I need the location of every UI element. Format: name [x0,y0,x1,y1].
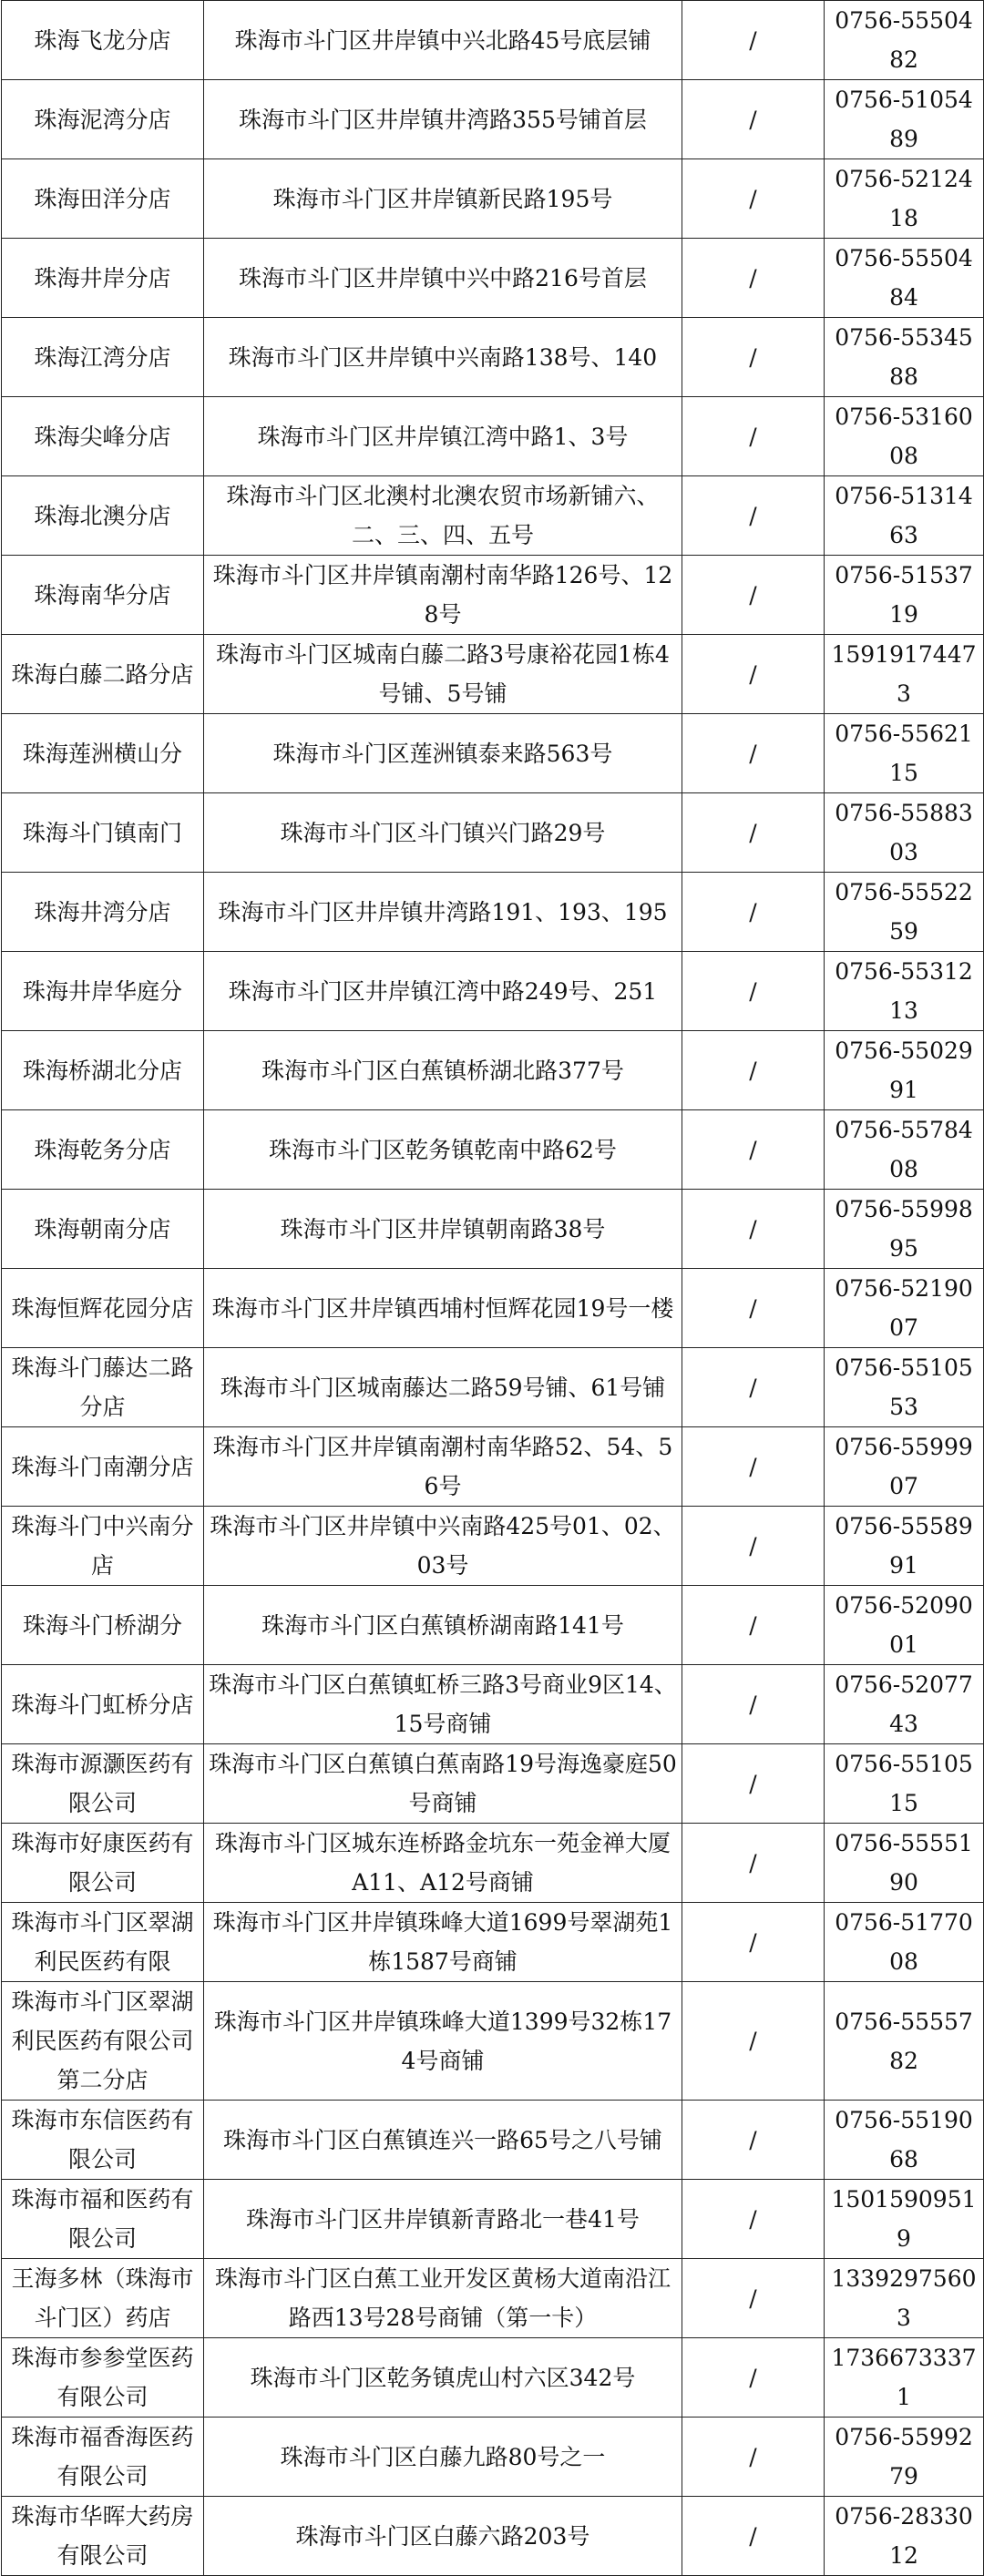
separator-cell: / [682,239,825,318]
store-name-cell: 珠海朝南分店 [2,1190,204,1269]
store-phone-cell: 0756-5558991 [825,1507,984,1586]
store-phone-cell: 0756-5562115 [825,714,984,793]
store-address-cell: 珠海市斗门区莲洲镇泰来路563号 [204,714,682,793]
store-phone-cell: 0756-5599907 [825,1427,984,1507]
separator-cell: / [682,2338,825,2418]
store-address-cell: 珠海市斗门区城南白藤二路3号康裕花园1栋4号铺、5号铺 [204,635,682,714]
store-address-cell: 珠海市斗门区井岸镇中兴南路138号、140 [204,318,682,397]
separator-cell: / [682,952,825,1031]
store-address-cell: 珠海市斗门区白藤九路80号之一 [204,2418,682,2497]
store-name-cell: 珠海斗门中兴南分店 [2,1507,204,1586]
store-address-cell: 珠海市斗门区井岸镇南潮村南华路52、54、56号 [204,1427,682,1507]
table-row [2,1665,984,1744]
separator-cell: / [682,1269,825,1348]
store-address-cell: 珠海市斗门区斗门镇兴门路29号 [204,793,682,873]
store-address-cell: 珠海市斗门区北澳村北澳农贸市场新铺六、二、三、四、五号 [204,476,682,556]
store-name-cell: 珠海市好康医药有限公司 [2,1824,204,1903]
separator-cell: / [682,793,825,873]
store-phone-cell: 15919174473 [825,635,984,714]
store-name-cell: 珠海井岸分店 [2,239,204,318]
store-name-cell: 珠海南华分店 [2,556,204,635]
store-address-cell: 珠海市斗门区白蕉镇桥湖北路377号 [204,1031,682,1110]
table-row [2,1744,984,1824]
store-address-cell: 珠海市斗门区井岸镇井湾路191、193、195 [204,873,682,952]
store-table [1,0,984,2576]
store-name-cell: 珠海井湾分店 [2,873,204,952]
table-row [2,1824,984,1903]
store-phone-cell: 0756-5599895 [825,1190,984,1269]
store-phone-cell: 0756-5207743 [825,1665,984,1744]
store-address-cell: 珠海市斗门区白蕉镇虹桥三路3号商业9区14、15号商铺 [204,1665,682,1744]
table-row [2,635,984,714]
separator-cell: / [682,2101,825,2180]
separator-cell: / [682,873,825,952]
store-name-cell: 珠海飞龙分店 [2,1,204,80]
store-name-cell: 珠海市参参堂医药有限公司 [2,2338,204,2418]
table-row [2,1982,984,2101]
store-phone-cell: 13392975603 [825,2259,984,2338]
store-phone-cell: 0756-5555782 [825,1982,984,2101]
store-phone-cell: 0756-2833012 [825,2497,984,2576]
separator-cell: / [682,1982,825,2101]
table-row [2,1586,984,1665]
store-name-cell: 珠海市福香海医药有限公司 [2,2418,204,2497]
table-row [2,2418,984,2497]
store-name-cell: 珠海井岸华庭分 [2,952,204,1031]
store-name-cell: 珠海市东信医药有限公司 [2,2101,204,2180]
store-name-cell: 珠海市斗门区翠湖利民医药有限 [2,1903,204,1982]
store-name-cell: 珠海尖峰分店 [2,397,204,476]
store-name-cell: 珠海市源灏医药有限公司 [2,1744,204,1824]
separator-cell: / [682,1110,825,1190]
store-phone-cell: 0756-5552259 [825,873,984,952]
separator-cell: / [682,1031,825,1110]
store-phone-cell: 0756-5534588 [825,318,984,397]
store-phone-cell: 0756-5153719 [825,556,984,635]
separator-cell: / [682,1586,825,1665]
separator-cell: / [682,2418,825,2497]
store-phone-cell: 0756-5105489 [825,80,984,159]
separator-cell: / [682,1824,825,1903]
store-phone-cell: 0756-5209001 [825,1586,984,1665]
store-name-cell: 珠海市斗门区翠湖利民医药有限公司第二分店 [2,1982,204,2101]
table-row [2,793,984,873]
store-name-cell: 珠海泥湾分店 [2,80,204,159]
table-row [2,1427,984,1507]
store-phone-cell: 0756-5519068 [825,2101,984,2180]
store-name-cell: 珠海田洋分店 [2,159,204,239]
store-phone-cell: 0756-5131463 [825,476,984,556]
table-row [2,239,984,318]
table-row [2,1190,984,1269]
table-row [2,2338,984,2418]
store-address-cell: 珠海市斗门区井岸镇井湾路355号铺首层 [204,80,682,159]
separator-cell: / [682,1507,825,1586]
separator-cell: / [682,1348,825,1427]
store-phone-cell: 0756-5316008 [825,397,984,476]
separator-cell: / [682,159,825,239]
store-phone-cell: 0756-5578408 [825,1110,984,1190]
store-name-cell: 珠海乾务分店 [2,1110,204,1190]
store-phone-cell: 0756-5502991 [825,1031,984,1110]
table-row [2,2259,984,2338]
table-row [2,1903,984,1982]
separator-cell: / [682,1665,825,1744]
table-row [2,1507,984,1586]
store-table-body [2,1,984,2576]
separator-cell: / [682,714,825,793]
store-name-cell: 珠海桥湖北分店 [2,1031,204,1110]
table-row [2,556,984,635]
table-row [2,318,984,397]
store-address-cell: 珠海市斗门区城东连桥路金坑东一苑金禅大厦A11、A12号商铺 [204,1824,682,1903]
table-row [2,476,984,556]
separator-cell: / [682,635,825,714]
table-row [2,1110,984,1190]
table-row [2,952,984,1031]
table-row [2,159,984,239]
separator-cell: / [682,2180,825,2259]
table-row [2,873,984,952]
store-name-cell: 珠海北澳分店 [2,476,204,556]
store-address-cell: 珠海市斗门区城南藤达二路59号铺、61号铺 [204,1348,682,1427]
store-name-cell: 珠海市福和医药有限公司 [2,2180,204,2259]
store-address-cell: 珠海市斗门区乾务镇虎山村六区342号 [204,2338,682,2418]
separator-cell: / [682,1744,825,1824]
separator-cell: / [682,2497,825,2576]
store-address-cell: 珠海市斗门区井岸镇朝南路38号 [204,1190,682,1269]
separator-cell: / [682,556,825,635]
store-address-cell: 珠海市斗门区白蕉镇白蕉南路19号海逸豪庭50号商铺 [204,1744,682,1824]
store-phone-cell: 0756-5219007 [825,1269,984,1348]
store-name-cell: 珠海莲洲横山分 [2,714,204,793]
store-name-cell: 珠海白藤二路分店 [2,635,204,714]
store-address-cell: 珠海市斗门区井岸镇珠峰大道1699号翠湖苑1栋1587号商铺 [204,1903,682,1982]
store-name-cell: 珠海斗门藤达二路分店 [2,1348,204,1427]
separator-cell: / [682,1,825,80]
store-phone-cell: 15015909519 [825,2180,984,2259]
store-address-cell: 珠海市斗门区白藤六路203号 [204,2497,682,2576]
store-name-cell: 珠海斗门镇南门 [2,793,204,873]
store-address-cell: 珠海市斗门区井岸镇新民路195号 [204,159,682,239]
store-address-cell: 珠海市斗门区白蕉镇桥湖南路141号 [204,1586,682,1665]
separator-cell: / [682,397,825,476]
store-name-cell: 珠海恒辉花园分店 [2,1269,204,1348]
table-row [2,2180,984,2259]
store-name-cell: 珠海斗门南潮分店 [2,1427,204,1507]
store-phone-cell: 0756-5550484 [825,239,984,318]
table-row [2,2101,984,2180]
store-address-cell: 珠海市斗门区井岸镇新青路北一巷41号 [204,2180,682,2259]
store-address-cell: 珠海市斗门区井岸镇中兴北路45号底层铺 [204,1,682,80]
store-phone-cell: 17366733371 [825,2338,984,2418]
separator-cell: / [682,318,825,397]
store-address-cell: 珠海市斗门区井岸镇江湾中路1、3号 [204,397,682,476]
store-phone-cell: 0756-5555190 [825,1824,984,1903]
store-phone-cell: 0756-5588303 [825,793,984,873]
store-address-cell: 珠海市斗门区井岸镇西埔村恒辉花园19号一楼 [204,1269,682,1348]
table-row [2,2497,984,2576]
store-phone-cell: 0756-5510553 [825,1348,984,1427]
store-name-cell: 王海多林（珠海市斗门区）药店 [2,2259,204,2338]
table-row [2,1,984,80]
table-row [2,80,984,159]
store-address-cell: 珠海市斗门区白蕉工业开发区黄杨大道南沿江路西13号28号商铺（第一卡） [204,2259,682,2338]
separator-cell: / [682,80,825,159]
store-address-cell: 珠海市斗门区井岸镇南潮村南华路126号、128号 [204,556,682,635]
separator-cell: / [682,2259,825,2338]
store-address-cell: 珠海市斗门区井岸镇中兴南路425号01、02、03号 [204,1507,682,1586]
store-phone-cell: 0756-5550482 [825,1,984,80]
store-name-cell: 珠海斗门虹桥分店 [2,1665,204,1744]
table-row [2,1269,984,1348]
store-phone-cell: 0756-5212418 [825,159,984,239]
table-row [2,714,984,793]
table-row [2,1031,984,1110]
store-address-cell: 珠海市斗门区井岸镇中兴中路216号首层 [204,239,682,318]
store-address-cell: 珠海市斗门区井岸镇珠峰大道1399号32栋174号商铺 [204,1982,682,2101]
table-row [2,397,984,476]
store-phone-cell: 0756-5599279 [825,2418,984,2497]
store-address-cell: 珠海市斗门区乾务镇乾南中路62号 [204,1110,682,1190]
store-address-cell: 珠海市斗门区白蕉镇连兴一路65号之八号铺 [204,2101,682,2180]
store-address-cell: 珠海市斗门区井岸镇江湾中路249号、251 [204,952,682,1031]
separator-cell: / [682,1903,825,1982]
store-name-cell: 珠海斗门桥湖分 [2,1586,204,1665]
store-name-cell: 珠海江湾分店 [2,318,204,397]
separator-cell: / [682,476,825,556]
store-name-cell: 珠海市华晖大药房有限公司 [2,2497,204,2576]
store-phone-cell: 0756-5510515 [825,1744,984,1824]
store-phone-cell: 0756-5531213 [825,952,984,1031]
separator-cell: / [682,1427,825,1507]
table-row [2,1348,984,1427]
store-phone-cell: 0756-5177008 [825,1903,984,1982]
separator-cell: / [682,1190,825,1269]
